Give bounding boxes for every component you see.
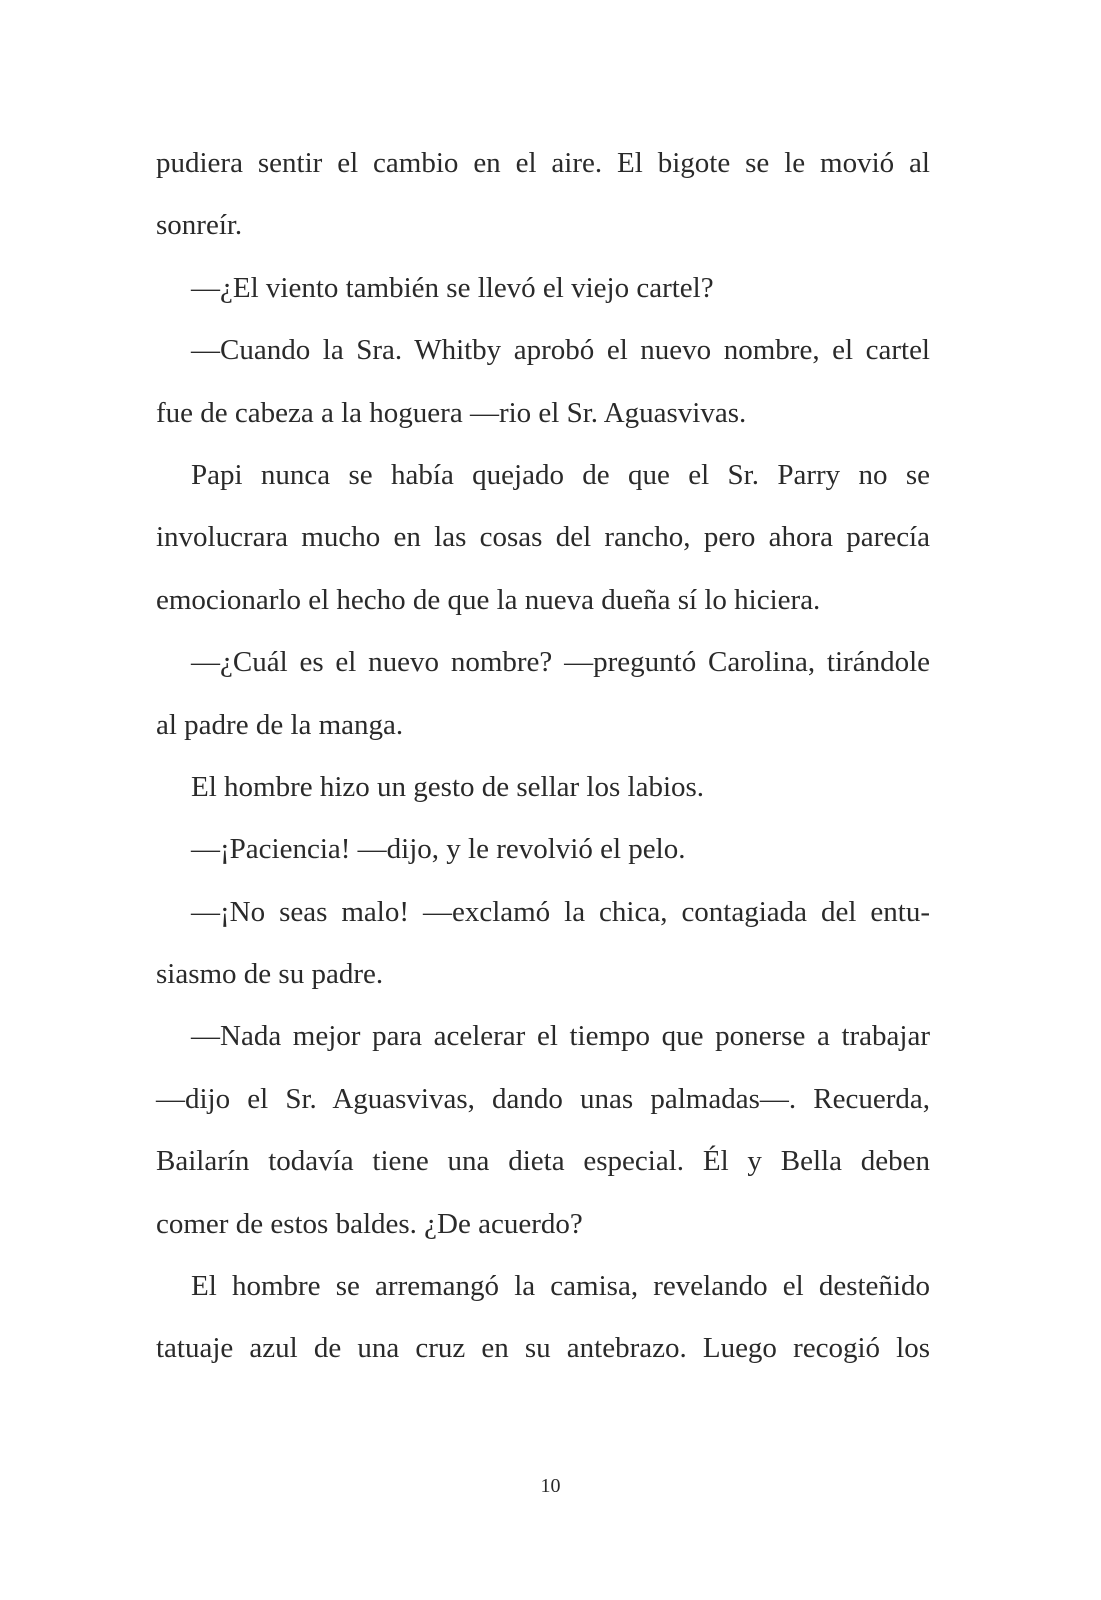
text-line: involucrara mucho en las cosas del rancho, pero ahora parecía (156, 521, 930, 554)
text-line: —Cuando la Sra. Whitby aprobó el nuevo nombre, el cartel (191, 334, 930, 367)
text-line: —¡No seas malo! —exclamó la chica, contagiada del entu- (191, 895, 930, 928)
page-number: 10 (540, 1475, 561, 1497)
text-line: —¿El viento también se llevó el viejo cartel? (191, 271, 714, 304)
text-line: Papi nunca se había quejado de que el Sr. Parry no se (191, 458, 930, 491)
text-line: pudiera sentir el cambio en el aire. El bigote se le movió al (156, 147, 930, 179)
text-line: al padre de la manga. (156, 708, 404, 741)
text-line: —Nada mejor para acelerar el tiempo que ponerse a trabajar (191, 1020, 930, 1053)
text-line: comer de estos baldes. ¿De acuerdo? (156, 1207, 583, 1240)
text-line: Bailarín todavía tiene una dieta especial. Él y Bella deben (156, 1145, 930, 1178)
text-line: —¡Paciencia! —dijo, y le revolvió el pelo. (191, 833, 686, 866)
text-line: sonreír. (156, 209, 243, 242)
text-line: siasmo de su padre. (156, 958, 384, 991)
text-line: El hombre se arremangó la camisa, revelando el desteñido (191, 1270, 930, 1303)
body-text (156, 132, 930, 1380)
text-line: emocionarlo el hecho de que la nueva dueña sí lo hiciera. (156, 583, 821, 616)
text-line: fue de cabeza a la hoguera —rio el Sr. Aguasvivas. (156, 396, 747, 429)
text-line: —dijo el Sr. Aguasvivas, dando unas palmadas—. Recuerda, (156, 1082, 930, 1115)
text-line: —¿Cuál es el nuevo nombre? —preguntó Carolina, tirándole (191, 646, 930, 679)
text-line: tatuaje azul de una cruz en su antebrazo. Luego recogió los (156, 1332, 930, 1365)
text-line: El hombre hizo un gesto de sellar los labios. (191, 770, 705, 803)
